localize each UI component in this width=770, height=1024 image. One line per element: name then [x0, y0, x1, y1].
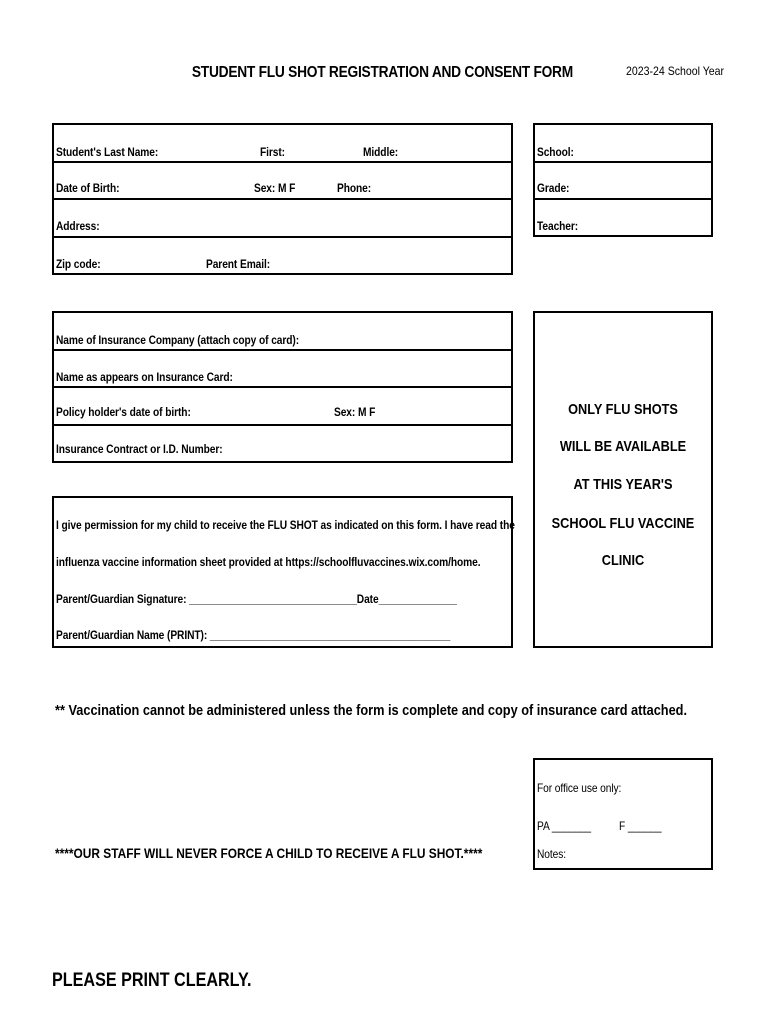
middle-name-label: Middle:: [363, 145, 399, 159]
guardian-signature-line: Parent/Guardian Signature: ______________________________Date______________: [56, 592, 457, 606]
holder-dob-label: Policy holder's date of birth:: [56, 405, 191, 419]
office-notes-field: Notes:: [537, 847, 566, 861]
print-clearly-notice: PLEASE PRINT CLEARLY.: [52, 970, 252, 991]
clinic-info-box: [533, 311, 713, 648]
clinic-line-2: WILL BE AVAILABLE: [559, 438, 687, 455]
consent-text-line-1: I give permission for my child to receive the FLU SHOT as indicated on this form. I have read the: [56, 518, 515, 532]
clinic-line-4: SCHOOL FLU VACCINE: [551, 515, 695, 532]
school-info-box: [533, 123, 713, 237]
clinic-line-1: ONLY FLU SHOTS: [568, 401, 678, 418]
parent-email-label: Parent Email:: [206, 257, 271, 271]
form-title: STUDENT FLU SHOT REGISTRATION AND CONSENT FORM: [191, 64, 573, 81]
vaccination-notice: ** Vaccination cannot be administered unless the form is complete and copy of insurance card attached.: [55, 702, 688, 719]
last-name-label: Student's Last Name:: [56, 145, 159, 159]
guardian-name-line: Parent/Guardian Name (PRINT): ___________________________________________: [56, 628, 451, 642]
dob-label: Date of Birth:: [56, 181, 120, 195]
name-on-card-label: Name as appears on Insurance Card:: [56, 370, 233, 384]
insurance-id-label: Insurance Contract or I.D. Number:: [56, 442, 223, 456]
first-name-label: First:: [260, 145, 285, 159]
staff-notice: ****OUR STAFF WILL NEVER FORCE A CHILD TO RECEIVE A FLU SHOT.****: [55, 845, 483, 861]
grade-label: Grade:: [537, 181, 570, 195]
insurance-box: [52, 311, 513, 463]
school-label: School:: [537, 145, 574, 159]
address-label: Address:: [56, 219, 100, 233]
zip-label: Zip code:: [56, 257, 101, 271]
consent-text-line-2: influenza vaccine information sheet provided at https://schoolfluvaccines.wix.com/home.: [56, 555, 481, 569]
office-use-box: [533, 758, 713, 870]
consent-box: [52, 496, 513, 648]
insurance-company-label: Name of Insurance Company (attach copy of card):: [56, 333, 300, 347]
student-info-box: [52, 123, 513, 275]
clinic-line-5: CLINIC: [601, 552, 645, 569]
phone-label: Phone:: [337, 181, 372, 195]
sex-label: Sex: M F: [254, 181, 296, 195]
office-use-heading: For office use only:: [537, 781, 622, 795]
clinic-line-3: AT THIS YEAR'S: [573, 476, 673, 493]
school-year: 2023-24 School Year: [626, 64, 725, 78]
office-f-field: F ______: [619, 819, 662, 833]
holder-sex-label: Sex: M F: [334, 405, 376, 419]
office-pa-field: PA _______: [537, 819, 591, 833]
teacher-label: Teacher:: [537, 219, 579, 233]
